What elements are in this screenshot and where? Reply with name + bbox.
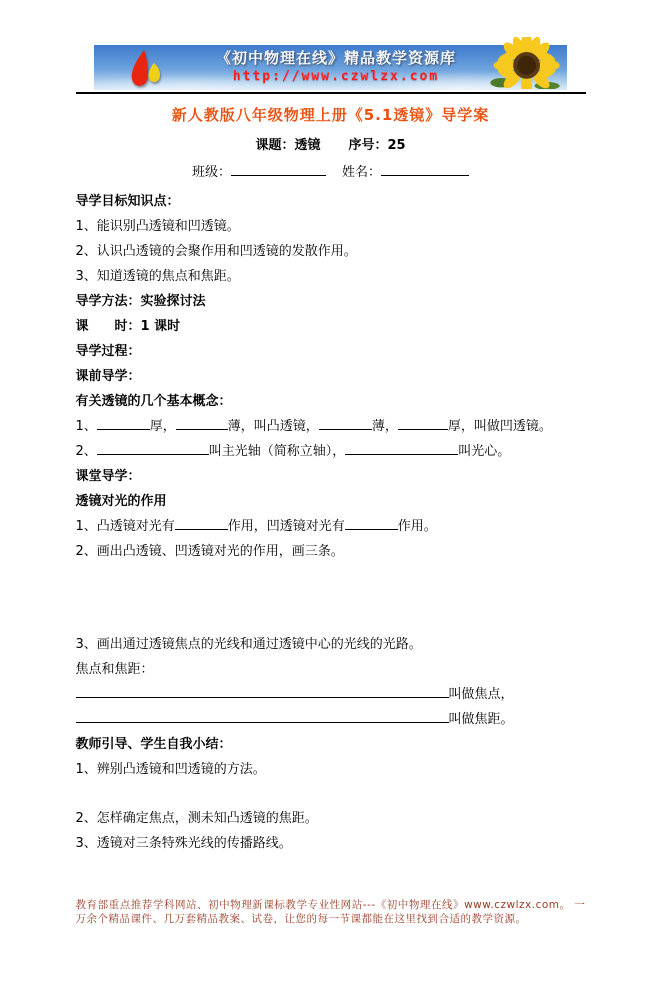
sunflower-icon <box>485 37 565 93</box>
serial-label: 序号：25 <box>348 138 406 153</box>
process-heading: 导学过程： <box>75 344 141 359</box>
goal-item: 1、能识别凸透镜和凹透镜。 <box>75 219 240 234</box>
goal-item: 3、知道透镜的焦点和焦距。 <box>75 269 240 284</box>
concepts-heading: 有关透镜的几个基本概念： <box>75 394 232 409</box>
text-segment: 厚， <box>149 419 176 434</box>
inclass-line-1 <box>76 514 586 539</box>
summary-item: 1、辨别凸透镜和凹透镜的方法。 <box>75 762 266 777</box>
fill-blank <box>76 682 449 698</box>
inclass-line-3: 3、画出通过透镜焦点的光线和通过透镜中心的光线的光路。 <box>75 637 422 652</box>
concepts-line-2 <box>76 439 586 464</box>
period-heading: 课 时：1 课时 <box>75 319 181 334</box>
text-segment: 叫光心。 <box>458 444 511 459</box>
text-segment: 1、凸透镜对光有 <box>75 519 175 534</box>
site-title: 《初中物理在线》精品教学资源库 <box>215 49 456 67</box>
inclass-heading: 课堂导学： <box>75 469 141 484</box>
text-segment: 薄，叫凸透镜， <box>227 419 319 434</box>
text-segment: 作用。 <box>397 519 437 534</box>
class-fill-blank <box>231 160 326 176</box>
class-label: 班级： <box>191 165 231 180</box>
text-segment: 叫做焦点， <box>448 687 514 702</box>
inclass-line-2: 2、画出凸透镜、凹透镜对光的作用，画三条。 <box>75 544 344 559</box>
drawing-space <box>76 564 586 632</box>
inclass-subheading: 透镜对光的作用 <box>75 494 167 509</box>
method-heading: 导学方法：实验探讨法 <box>75 294 206 309</box>
goals-heading: 导学目标知识点： <box>75 194 180 209</box>
name-label: 姓名： <box>342 165 382 180</box>
footer-note: 教育部重点推荐学科网站、初中物理新课标教学专业性网站---《初中物理在线》www.czwlzx.com。 一万余个精品课件、几万套精品教案、试卷，让您的每一节课都能在这里找到合适的教学资源。 <box>75 899 586 925</box>
document-body <box>76 189 586 856</box>
concepts-line-1 <box>76 414 586 439</box>
answer-space <box>76 782 586 806</box>
fill-blank <box>97 439 209 455</box>
text-segment: 2、 <box>75 444 97 459</box>
focus-line-1 <box>76 682 586 707</box>
page-title: 新人教版八年级物理上册《5.1透镜》导学案 <box>171 106 490 124</box>
course-serial-line <box>76 134 586 153</box>
summary-item: 2、怎样确定焦点，测未知凸透镜的焦距。 <box>75 811 318 826</box>
fill-blank <box>76 707 449 723</box>
text-segment: 叫主光轴（简称立轴）， <box>208 444 346 459</box>
text-segment: 厚，叫做凹透镜。 <box>447 419 552 434</box>
focus-heading: 焦点和焦距： <box>75 662 154 677</box>
fill-blank <box>97 414 150 430</box>
preclass-heading: 课前导学： <box>75 369 141 384</box>
fill-blank <box>176 414 228 430</box>
fill-blank <box>175 514 228 530</box>
course-label: 课题：透镜 <box>255 138 321 153</box>
summary-heading: 教师引导、学生自我小结： <box>75 737 232 752</box>
fill-blank <box>345 514 398 530</box>
name-fill-blank <box>381 160 469 176</box>
site-banner <box>94 45 567 90</box>
summary-item: 3、透镜对三条特殊光线的传播路线。 <box>75 836 292 851</box>
text-segment: 叫做焦距。 <box>448 712 514 727</box>
class-name-line <box>76 160 586 180</box>
fill-blank <box>398 414 448 430</box>
fill-blank <box>345 439 458 455</box>
text-segment: 1、 <box>75 419 97 434</box>
text-segment: 薄， <box>371 419 398 434</box>
site-logo-flame-icon <box>122 48 170 92</box>
text-segment: 作用，凹透镜对光有 <box>227 519 345 534</box>
goal-item: 2、认识凸透镜的会聚作用和凹透镜的发散作用。 <box>75 244 357 259</box>
focus-line-2 <box>76 707 586 732</box>
site-url-link[interactable]: http://www.czwlzx.com <box>232 69 440 84</box>
fill-blank <box>319 414 372 430</box>
